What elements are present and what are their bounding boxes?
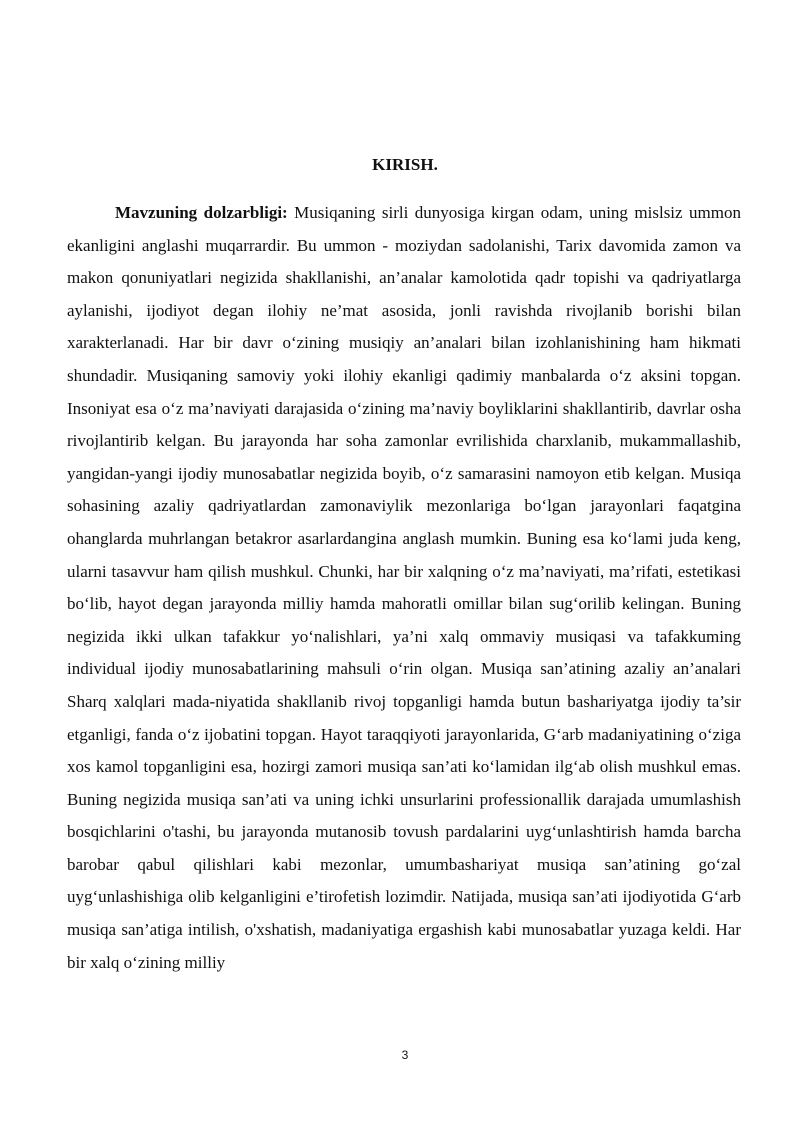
body-paragraph bbox=[67, 197, 741, 979]
paragraph-text: Musiqaning sirli dunyosiga kirgan odam, uning mislsiz ummon ekanligini anglashi muqarrardir. Bu ummon - moziydan sadolanishi, Tarix davomida zamon va makon qonuniyatlari negizida shakllanishi, an’analar kamolotida qadr topishi va qadriyatlarga aylanishi, ijodiyot degan ilohiy ne’mat asosida, jonli ravishda rivojlanib borishi bilan xarakterlanadi. Har bir davr o‘zining musiqiy an’analari bilan izohlanishining ham hikmati shundadir. Musiqaning samoviy yoki ilohiy ekanligi qadimiy manbalarda o‘z aksini topgan. Insoniyat esa o‘z ma’naviyati darajasida o‘zining ma’naviy boyliklarini shakllantirib, davrlar osha rivojlantirib kelgan. Bu jarayonda har soha zamonlar evrilishida charxlanib, mukammallashib, yangidan-yangi ijodiy munosabatlar negizida boyib, o‘z samarasini namoyon etib kelgan. Musiqa sohasining azaliy qadriyatlardan zamonaviylik mezonlariga bo‘lgan jarayonlari faqatgina ohanglarda muhrlangan betakror asarlardangina anglash mumkin. Buning esa ko‘lami juda keng, ularni tasavvur ham qilish mushkul. Chunki, har bir xalqning o‘z ma’naviyati, ma’rifati, estetikasi bo‘lib, hayot degan jarayonda milliy hamda mahoratli omillar bilan sug‘orilib kelingan. Buning negizida ikki ulkan tafakkur yo‘nalishlari, ya’ni xalq ommaviy musiqasi va tafakkuming individual ijodiy munosabatlarining mahsuli o‘rin olgan. Musiqa san’atining azaliy an’analari Sharq xalqlari mada-niyatida shakllanib rivoj topganligi hamda butun bashariyatga ijodiy ta’sir etganligi, fanda o‘z ijobatini topgan. Hayot taraqqiyoti jarayonlarida, G‘arb madaniyatining o‘ziga xos kamol topganligini esa, hozirgi zamori musiqa san’ati ko‘lamidan ilg‘ab olish mushkul emas. Buning negizida musiqa san’ati va uning ichki unsurlarini professionallik darajada umumlashish bosqichlarini o'tashi, bu jarayonda mutanosib tovush pardalarini uyg‘unlashtirish hamda barcha barobar qabul qilishlari kabi mezonlar, umumbashariyat musiqa san’atining go‘zal uyg‘unlashishiga olib kelganligini e’tirofetish lozimdir. Natijada, musiqa san’ati ijodiyotida G‘arb musiqa san’atiga intilish, o'xshatish, madaniyatiga ergashish kabi munosabatlar yuzaga keldi. Har bir xalq o‘zining milliy bbox=[67, 203, 741, 972]
paragraph-lead: Mavzuning dolzarbligi: bbox=[115, 203, 288, 222]
page-number: 3 bbox=[401, 1048, 409, 1062]
section-heading: KIRISH. bbox=[372, 155, 438, 174]
